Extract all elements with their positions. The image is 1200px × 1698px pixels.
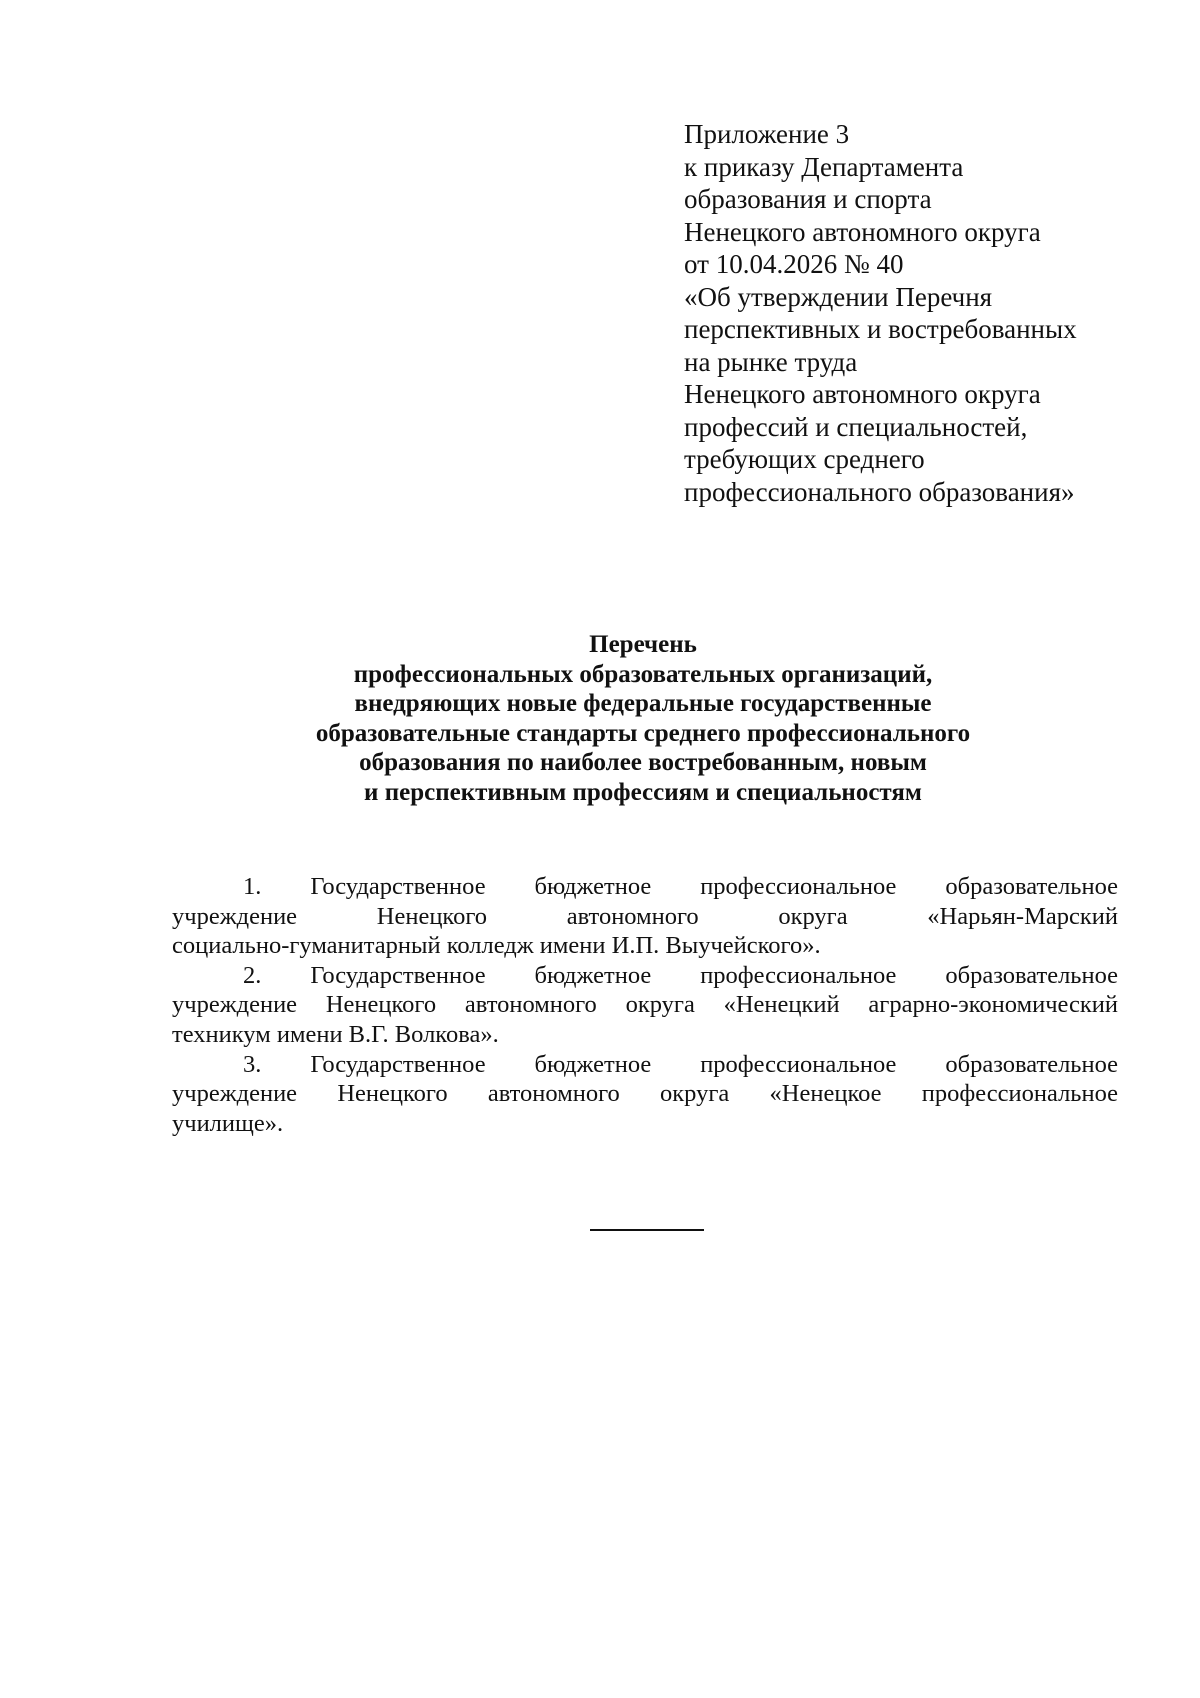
appendix-line: Ненецкого автономного округа — [684, 216, 1041, 247]
list-item-line: социально-гуманитарный колледж имени И.П. Выучейского». — [172, 932, 821, 960]
list-item-line: 1. Государственное бюджетное профессиональное образовательное — [243, 873, 1118, 900]
appendix-line: перспективных и востребованных — [684, 314, 1077, 344]
list-item-line: учреждение Ненецкого автономного округа «Ненецкий аграрно-экономический — [172, 991, 1118, 1019]
appendix-line: Ненецкого автономного округа — [684, 379, 1041, 409]
list-item-line: 2. Государственное бюджетное профессиональное образовательное — [243, 961, 1118, 989]
list-item-line: учреждение Ненецкого автономного округа «Ненецкое профессиональное — [172, 1080, 1118, 1108]
appendix-line: на рынке труда — [684, 346, 858, 377]
document-title — [170, 630, 1116, 807]
organization-list — [172, 872, 1118, 1138]
title-line: и перспективным профессиям и специальностям — [364, 778, 922, 806]
end-divider — [590, 1229, 704, 1231]
appendix-reference — [684, 118, 1144, 508]
appendix-line: образования и спорта — [684, 184, 932, 214]
appendix-line: профессионального образования» — [684, 476, 1075, 507]
appendix-line: от 10.04.2026 № 40 — [684, 249, 904, 279]
appendix-line: Приложение 3 — [684, 119, 850, 149]
appendix-line: профессий и специальностей, — [684, 411, 1028, 442]
title-line: внедряющих новые федеральные государственные — [354, 690, 932, 717]
list-item-line: учреждение Ненецкого автономного округа «Нарьян-Марский — [172, 902, 1118, 930]
list-item-line: 3. Государственное бюджетное профессиональное образовательное — [243, 1050, 1118, 1078]
title-line: образования по наиболее востребованным, новым — [359, 749, 927, 776]
list-item-line: училище». — [172, 1109, 284, 1137]
list-item — [172, 1050, 1118, 1139]
list-item-line: техникум имени В.Г. Волкова». — [172, 1020, 499, 1048]
title-line: профессиональных образовательных организаций, — [353, 660, 933, 688]
list-item — [172, 961, 1118, 1050]
appendix-line: к приказу Департамента — [684, 151, 964, 182]
appendix-line: «Об утверждении Перечня — [684, 281, 993, 312]
title-line: Перечень — [589, 631, 697, 658]
title-line: образовательные стандарты среднего профессионального — [315, 719, 971, 747]
appendix-line: требующих среднего — [684, 444, 925, 474]
list-item — [172, 872, 1118, 961]
